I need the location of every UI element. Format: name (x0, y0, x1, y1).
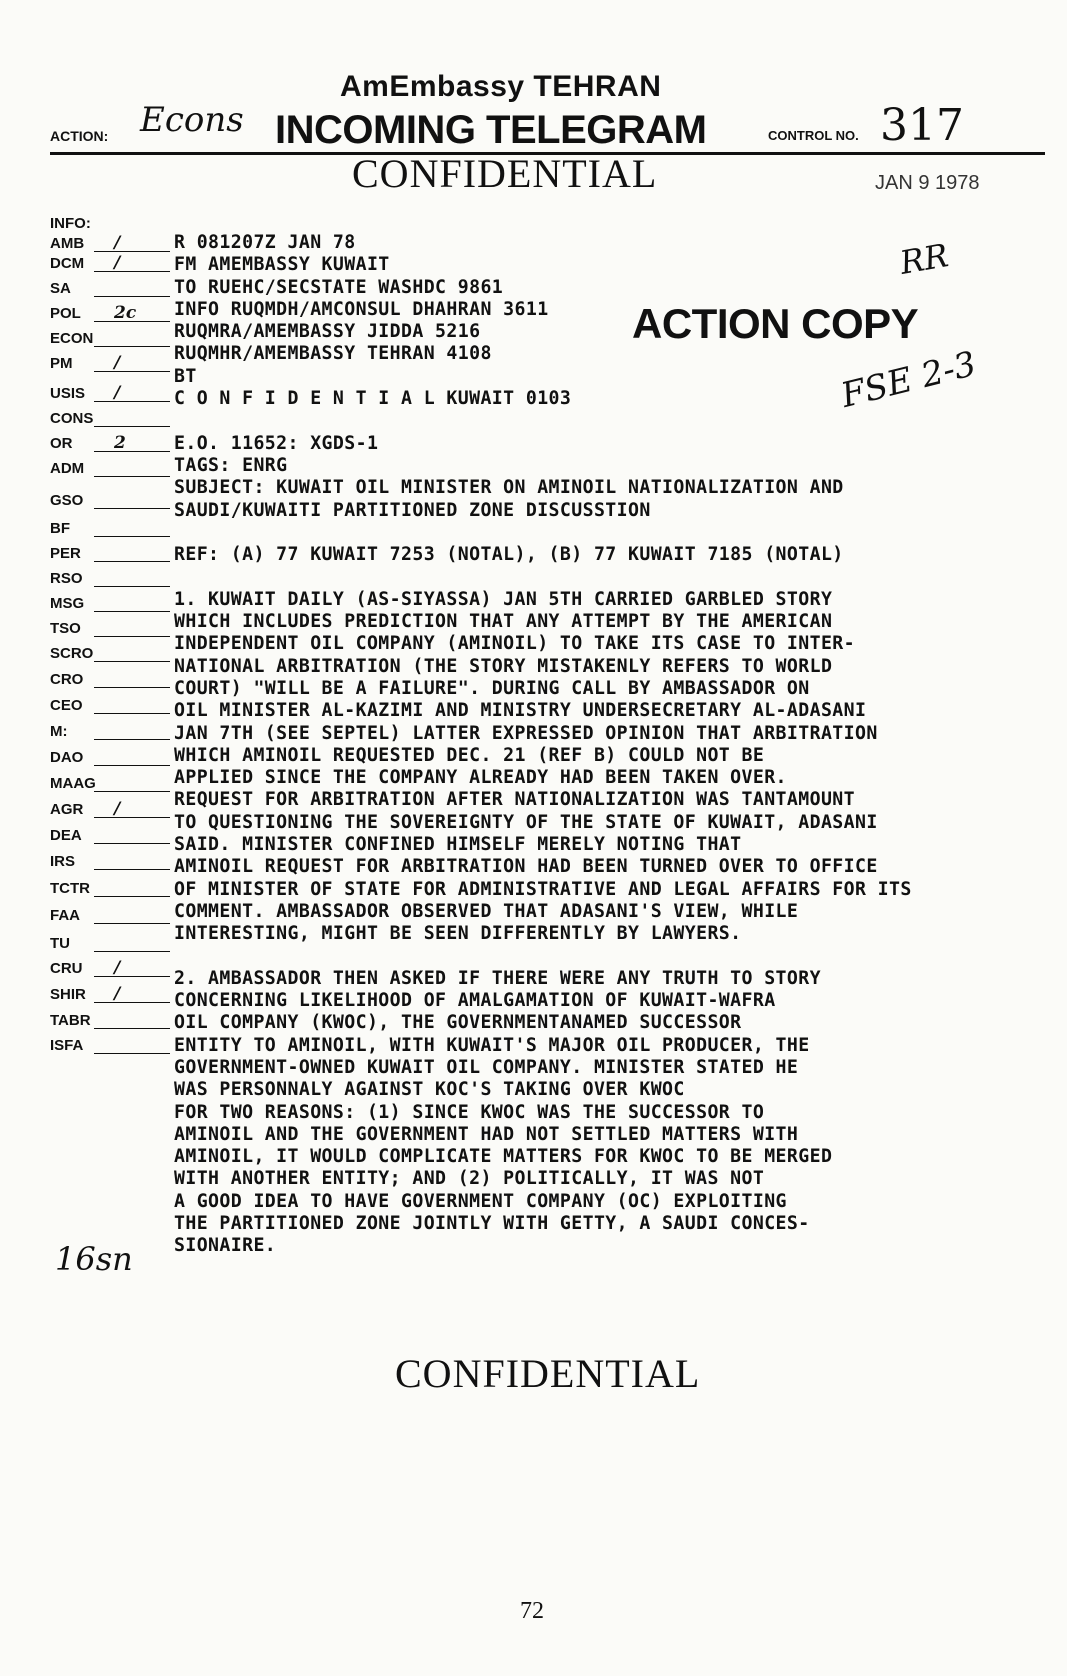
routing-label: GSO (50, 492, 84, 509)
message-line: 1. KUWAIT DAILY (AS-SIYASSA) JAN 5TH CARRIED GARBLED STORY (174, 588, 833, 610)
routing-blank-line (94, 687, 170, 688)
routing-blank-line (94, 296, 170, 297)
routing-label: SCRO (50, 645, 94, 662)
routing-label: PM (50, 355, 73, 372)
message-line (174, 946, 1054, 968)
message-line: TAGS: ENRG (174, 454, 288, 476)
routing-row (50, 215, 170, 235)
message-line: AMINOIL AND THE GOVERNMENT HAD NOT SETTLED MATTERS WITH (174, 1123, 799, 1145)
routing-blank-line (94, 611, 170, 612)
routing-label: OR (50, 435, 73, 452)
routing-row (50, 355, 170, 375)
message-line: FM AMEMBASSY KUWAIT (174, 254, 390, 276)
message-line: NATIONAL ARBITRATION (THE STORY MISTAKENLY REFERS TO WORLD (174, 655, 833, 677)
routing-row (50, 235, 170, 255)
routing-blank-line (94, 951, 170, 952)
routing-label: POL (50, 305, 81, 322)
routing-blank-line (94, 536, 170, 537)
message-line: A GOOD IDEA TO HAVE GOVERNMENT COMPANY (OC) EXPLOITING (174, 1190, 787, 1212)
routing-mark: / (114, 253, 121, 273)
routing-row (50, 986, 170, 1006)
telegram-title: INCOMING TELEGRAM (275, 108, 707, 152)
routing-blank-line (94, 346, 170, 347)
routing-label: IRS (50, 853, 76, 870)
message-line: WITH ANOTHER ENTITY; AND (2) POLITICALLY, IT WAS NOT (174, 1168, 765, 1190)
message-line: JAN 7TH (SEE SEPTEL) LATTER EXPRESSED OPINION THAT ARBITRATION (174, 722, 878, 744)
routing-mark: 2 (114, 433, 126, 453)
routing-row (50, 935, 170, 955)
routing-label: INFO: (50, 215, 91, 232)
message-line: E.O. 11652: XGDS-1 (174, 432, 379, 454)
routing-label: BF (50, 520, 70, 537)
routing-label: FAA (50, 907, 80, 924)
routing-blank-line (94, 1002, 170, 1003)
routing-blank-line (94, 451, 170, 452)
routing-label: CRU (50, 960, 83, 977)
telegram-body (174, 232, 1054, 1258)
message-line: FOR TWO REASONS: (1) SINCE KWOC WAS THE SUCCESSOR TO (174, 1101, 765, 1123)
routing-row (50, 801, 170, 821)
routing-blank-line (94, 817, 170, 818)
routing-label: TU (50, 935, 70, 952)
date-stamp: JAN 9 1978 (875, 172, 980, 194)
message-line: OIL MINISTER AL-KAZIMI AND MINISTRY UNDERSECRETARY AL-ADASANI (174, 700, 867, 722)
routing-row (50, 570, 170, 590)
message-line: WHICH INCLUDES PREDICTION THAT ANY ATTEMPT BY THE AMERICAN (174, 611, 833, 633)
routing-blank-line (94, 1028, 170, 1029)
routing-blank-line (94, 371, 170, 372)
routing-label: RSO (50, 570, 83, 587)
routing-row (50, 410, 170, 430)
message-line: RUQMHR/AMEMBASSY TEHRAN 4108 (174, 343, 492, 365)
routing-blank-line (94, 636, 170, 637)
routing-row (50, 255, 170, 275)
routing-blank-line (94, 476, 170, 477)
routing-blank-line (94, 1053, 170, 1054)
routing-mark: / (114, 799, 121, 819)
message-line: R 081207Z JAN 78 (174, 232, 356, 253)
routing-label: DCM (50, 255, 85, 272)
message-line: INDEPENDENT OIL COMPANY (AMINOIL) TO TAKE ITS CASE TO INTER- (174, 633, 855, 655)
message-line: CONCERNING LIKELIHOOD OF AMALGAMATION OF KUWAIT-WAFRA (174, 990, 776, 1012)
routing-row (50, 907, 170, 927)
routing-row (50, 545, 170, 565)
routing-label: SHIR (50, 986, 86, 1003)
routing-row (50, 595, 170, 615)
routing-mark: / (114, 233, 121, 253)
message-line: GOVERNMENT-OWNED KUWAIT OIL COMPANY. MINISTER STATED HE (174, 1056, 799, 1078)
routing-row (50, 775, 170, 795)
routing-blank-line (94, 923, 170, 924)
routing-row (50, 645, 170, 665)
routing-blank-line (94, 713, 170, 714)
routing-blank-line (94, 791, 170, 792)
routing-label: ADM (50, 460, 85, 477)
routing-row (50, 880, 170, 900)
classification-top: CONFIDENTIAL (352, 151, 658, 196)
message-line (174, 522, 1054, 544)
routing-row (50, 435, 170, 455)
embassy-name: AmEmbassy TEHRAN (340, 70, 662, 103)
routing-row (50, 620, 170, 640)
message-line: OF MINISTER OF STATE FOR ADMINISTRATIVE AND LEGAL AFFAIRS FOR ITS (174, 878, 912, 900)
routing-blank-line (94, 661, 170, 662)
routing-label: MSG (50, 595, 85, 612)
message-line: SUBJECT: KUWAIT OIL MINISTER ON AMINOIL NATIONALIZATION AND (174, 477, 844, 499)
routing-blank-line (94, 896, 170, 897)
routing-label: DEA (50, 827, 82, 844)
message-line: REQUEST FOR ARBITRATION AFTER NATIONALIZATION WAS TANTAMOUNT (174, 789, 855, 811)
message-line: TO QUESTIONING THE SOVEREIGNTY OF THE STATE OF KUWAIT, ADASANI (174, 811, 878, 833)
handwritten-initials: RR (897, 236, 952, 282)
routing-label: AMB (50, 235, 85, 252)
message-line: SAUDI/KUWAITI PARTITIONED ZONE DISCUSSTION (174, 499, 651, 521)
routing-label: TABR (50, 1012, 91, 1029)
routing-blank-line (94, 843, 170, 844)
message-line (174, 410, 1054, 432)
routing-blank-line (94, 976, 170, 977)
message-line: REF: (A) 77 KUWAIT 7253 (NOTAL), (B) 77 KUWAIT 7185 (NOTAL) (174, 544, 844, 566)
action-handwritten: Econs (140, 100, 244, 140)
routing-label: CONS (50, 410, 94, 427)
message-line: APPLIED SINCE THE COMPANY ALREADY HAD BEEN TAKEN OVER. (174, 767, 787, 789)
routing-mark: / (114, 958, 121, 978)
routing-blank-line (94, 271, 170, 272)
routing-row (50, 305, 170, 325)
routing-blank-line (94, 508, 170, 509)
routing-row (50, 960, 170, 980)
routing-label: ECON (50, 330, 94, 347)
routing-row (50, 330, 170, 350)
routing-label: TSO (50, 620, 81, 637)
message-line: 2. AMBASSADOR THEN ASKED IF THERE WERE ANY TRUTH TO STORY (174, 967, 821, 989)
message-line: BT (174, 365, 197, 387)
routing-label: CEO (50, 697, 83, 714)
routing-label: DAO (50, 749, 84, 766)
message-line: TO RUEHC/SECSTATE WASHDC 9861 (174, 276, 504, 298)
routing-label: PER (50, 545, 81, 562)
message-line: WHICH AMINOIL REQUESTED DEC. 21 (REF B) COULD NOT BE (174, 744, 765, 766)
routing-label: AGR (50, 801, 84, 818)
message-line: COMMENT. AMBASSADOR OBSERVED THAT ADASANI'S VIEW, WHILE (174, 900, 799, 922)
routing-row (50, 827, 170, 847)
routing-row (50, 492, 170, 512)
handwritten-bottom-note: 16sn (55, 1240, 133, 1278)
routing-label: SA (50, 280, 71, 297)
routing-row (50, 671, 170, 691)
message-line: RUQMRA/AMEMBASSY JIDDA 5216 (174, 321, 481, 343)
message-line: SAID. MINISTER CONFINED HIMSELF MERELY NOTING THAT (174, 834, 742, 856)
handwritten-file-code: FSE 2-3 (837, 343, 981, 417)
message-line: COURT) "WILL BE A FAILURE". DURING CALL BY AMBASSADOR ON (174, 677, 810, 699)
page-number: 72 (520, 1598, 544, 1624)
routing-mark: / (114, 383, 121, 403)
routing-row (50, 460, 170, 480)
routing-label: ISFA (50, 1037, 84, 1054)
routing-label: USIS (50, 385, 86, 402)
message-line: C O N F I D E N T I A L KUWAIT 0103 (174, 388, 572, 410)
message-line: THE PARTITIONED ZONE JOINTLY WITH GETTY, A SAUDI CONCES- (174, 1213, 810, 1235)
routing-label: MAAG (50, 775, 96, 792)
routing-row (50, 697, 170, 717)
action-label: ACTION: (50, 128, 109, 144)
routing-row (50, 280, 170, 300)
routing-mark: / (114, 984, 121, 1004)
routing-blank-line (94, 251, 170, 252)
routing-mark: 2c (114, 303, 137, 323)
action-copy-stamp: ACTION COPY (632, 300, 919, 347)
routing-row (50, 1037, 170, 1057)
routing-label: TCTR (50, 880, 90, 897)
routing-row (50, 1012, 170, 1032)
message-line: OIL COMPANY (KWOC), THE GOVERNMENTANAMED SUCCESSOR (174, 1012, 742, 1034)
routing-blank-line (94, 426, 170, 427)
routing-blank-line (94, 869, 170, 870)
message-line: AMINOIL, IT WOULD COMPLICATE MATTERS FOR KWOC TO BE MERGED (174, 1146, 833, 1168)
routing-row (50, 520, 170, 540)
message-line: AMINOIL REQUEST FOR ARBITRATION HAD BEEN TURNED OVER TO OFFICE (174, 856, 878, 878)
routing-blank-line (94, 586, 170, 587)
routing-row (50, 385, 170, 405)
control-number-label: CONTROL NO. (768, 128, 859, 143)
message-line: WAS PERSONNALY AGAINST KOC'S TAKING OVER KWOC (174, 1079, 685, 1101)
routing-label: M: (50, 723, 68, 740)
message-line: INFO RUQMDH/AMCONSUL DHAHRAN 3611 (174, 298, 549, 320)
message-line: ENTITY TO AMINOIL, WITH KUWAIT'S MAJOR OIL PRODUCER, THE (174, 1034, 810, 1056)
classification-bottom: CONFIDENTIAL (395, 1351, 701, 1396)
routing-blank-line (94, 739, 170, 740)
message-line: INTERESTING, MIGHT BE SEEN DIFFERENTLY BY LAWYERS. (174, 923, 742, 945)
routing-label: CRO (50, 671, 84, 688)
routing-row (50, 853, 170, 873)
routing-blank-line (94, 401, 170, 402)
message-line: SIONAIRE. (174, 1235, 277, 1257)
routing-row (50, 749, 170, 769)
message-line (174, 566, 1054, 588)
routing-row (50, 723, 170, 743)
control-number: 317 (880, 100, 964, 151)
routing-blank-line (94, 765, 170, 766)
routing-mark: / (114, 353, 121, 373)
routing-blank-line (94, 561, 170, 562)
